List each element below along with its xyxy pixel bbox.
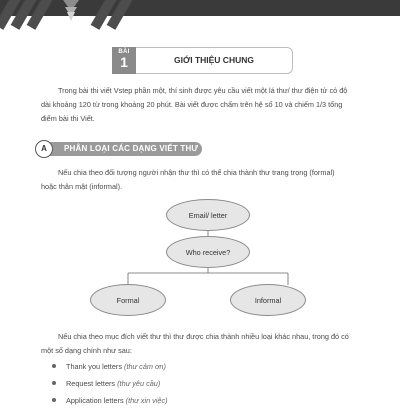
letter-types-list	[52, 358, 168, 409]
letter-type-diagram	[90, 196, 320, 321]
lesson-keyword: BÀI	[118, 49, 130, 55]
list-item	[52, 392, 168, 409]
letter-type-name: Application letters	[66, 396, 124, 405]
letter-type-note: (thư cảm ơn)	[124, 362, 166, 371]
letter-type-name: Request letters	[66, 379, 116, 388]
intro-line-2: dài khoảng 120 từ trong khoảng 20 phút. Bài viết được chấm trên hệ số 10 và chiếm 1/3 tổng	[41, 100, 343, 109]
purpose-line-1: Nếu chia theo mục đích viết thư thì thư được chia thành nhiều loại khác nhau, trong đó có	[58, 332, 349, 341]
lesson-number: 1	[120, 54, 128, 70]
section-a-heading-bar	[44, 142, 202, 156]
letter-type-name: Thank you letters	[66, 362, 122, 371]
node-informal	[230, 284, 306, 316]
lesson-title-bar	[136, 47, 293, 74]
list-item	[52, 358, 168, 375]
node-formal	[90, 284, 166, 316]
node-email-letter	[166, 199, 250, 231]
intro-line-1: Trong bài thi viết Vstep phần một, thí sinh được yêu cầu viết một lá thư/ thư điện tử có độ	[58, 86, 348, 95]
node-who-receive-label: Who receive?	[185, 247, 231, 257]
letter-type-note: (thư xin việc)	[125, 396, 168, 405]
section-a-line-1: Nếu chia theo đối tượng người nhận thư thì có thể chia thành thư trang trọng (formal)	[58, 168, 335, 177]
intro-line-3: điểm bài thi Viết.	[41, 114, 95, 123]
section-a-line-2: hoặc thân mật (informal).	[41, 182, 123, 191]
chevron-down-icon	[60, 0, 82, 22]
section-a-badge: A	[35, 140, 53, 158]
section-a-title: PHÂN LOẠI CÁC DẠNG VIẾT THƯ	[64, 144, 199, 153]
letter-type-note: (thư yêu cầu)	[117, 379, 161, 388]
node-who-receive	[166, 236, 250, 268]
node-informal-label: Informal	[254, 295, 282, 305]
list-item	[52, 375, 168, 392]
lesson-number-badge	[112, 47, 136, 74]
lesson-title: GIỚI THIỆU CHUNG	[174, 55, 254, 65]
node-email-letter-label: Email/ letter	[188, 210, 228, 220]
purpose-line-2: một số dạng chính như sau:	[41, 346, 132, 355]
node-formal-label: Formal	[116, 295, 140, 305]
